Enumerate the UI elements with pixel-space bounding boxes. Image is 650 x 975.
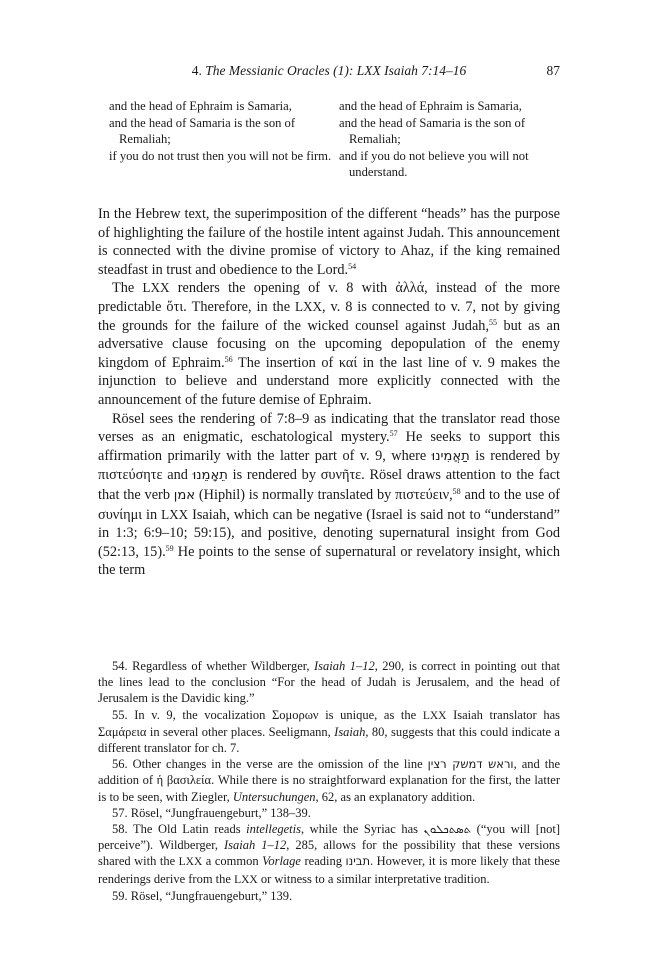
main-text xyxy=(98,205,560,580)
paragraph: In the Hebrew text, the superimposition of the different “heads” has the purpose of highlighting the failure of the hostile intent against Judah. This announcement is connected with the divine promise of victory to Ahaz, if the king remained steadfast in trust and obedience to the Lord.$^{54}$ xyxy=(98,206,560,278)
poetry-line: and the head of Samaria is the son of Remaliah; xyxy=(339,115,526,146)
poetry-line: and the head of Ephraim is Samaria, xyxy=(109,99,292,113)
poetry-columns xyxy=(109,98,569,181)
paragraph: Rösel sees the rendering of 7:8–9 as indicating that the translator read those verses as an enigmatic, eschatological mystery.$^{57}$ He seeks to support this affirmation primarily with the latter part of v. 9, where תַאֲמִינוּ is rendered by πιστεύσητε and תֵאָמֵנוּ is rendered by συνῆτε. Rösel draws attention to the fact that the verb אמן (Hiphil) is normally translated by πιστεύειν,$^{58}$ and to the use of συνίημι in LXX Isaiah, which can be negative (Israel is said not to “understand” in 1:3; 6:9–10; 59:15), and positive, denoting supernatural insight from God (52:13, 15).$^{59}$ He points to the sense of supernatural or revelatory insight, which the term xyxy=(98,410,561,579)
poetry-right-column xyxy=(339,98,569,181)
footnote-54: 54. Regardless of whether Wildberger, Isaiah 1–12, 290, is correct in pointing out that the lines lead to the conclusion “For the head of Judah is Jerusalem, and the head of Jerusalem is the Davidic king.” xyxy=(98,659,561,706)
hebrew-word: תבינו xyxy=(345,854,371,869)
paragraph: The LXX renders the opening of v. 8 with ἀλλά, instead of the more predictable ὅτι. Therefore, in the LXX, v. 8 is connected to v. 7, not by giving the grounds for the failure of the wicked counsel against Judah,$^{55}$ but as an adversative clause focusing on the upcoming depopulation of the enemy kingdom of Ephraim.$^{56}$ The insertion of καί in the last line of v. 9 makes the injunction to believe and understand more explicitly connected with the announcement of the future demise of Ephraim. xyxy=(98,280,560,408)
poetry-line: and if you do not believe you will not understand. xyxy=(339,148,529,179)
footnote-55: 55. In v. 9, the vocalization Σομορων is unique, as the LXX Isaiah translator has Σαμάρεια in several other places. Seeligmann, Isaiah, 80, suggests that this could indicate a different translator for ch. 7. xyxy=(98,707,560,756)
footnotes xyxy=(98,658,560,904)
poetry-left-column xyxy=(109,98,339,181)
syriac-word: ܬܣܬܟܠܘܢ xyxy=(423,822,472,837)
footnote-58: 58. The Old Latin reads intellegetis, while the Syriac has ܬܣܬܟܠܘܢ (“you will [not] perceive”). Wildberger, Isaiah 1–12, 285, allows for the possibility that these versions shared with the LXX a common Vorlage reading תבינו. However, it is more likely that these renderings derive from the LXX or witness to a similar interpretative tradition. xyxy=(98,822,560,886)
page-number: 87 xyxy=(546,63,560,78)
footnote-ref[interactable]: 55 xyxy=(489,317,498,327)
hebrew-word: תֵאָמֵנוּ xyxy=(192,468,228,484)
footnote-57: 57. Rösel, “Jungfrauengeburt,” 138–39. xyxy=(112,805,311,820)
footnote-56: 56. Other changes in the verse are the omission of the line וראש דמשק רצין, and the addition of ἡ βασιλεία. While there is no straightforward explanation for the first, the latter is to be seen, with Ziegler, Untersuchungen, 62, as an explanatory addition. xyxy=(98,757,560,804)
poetry-line: and the head of Ephraim is Samaria, xyxy=(339,99,522,113)
poetry-line: and the head of Samaria is the son of Remaliah; xyxy=(109,115,296,146)
footnote-ref[interactable]: 59 xyxy=(165,543,174,553)
footnote-ref[interactable]: 54 xyxy=(348,261,357,271)
poetry-line: if you do not trust then you will not be firm. xyxy=(109,148,332,163)
running-header xyxy=(98,63,560,79)
footnote-ref[interactable]: 56 xyxy=(224,354,233,364)
footnote-ref[interactable]: 57 xyxy=(389,429,398,439)
running-title: 4. The Messianic Oracles (1): LXX Isaiah 7:14–16 xyxy=(191,63,467,78)
hebrew-phrase: וראש דמשק רצין xyxy=(427,757,514,772)
hebrew-word: אמן xyxy=(173,487,196,503)
hebrew-word: תַאֲמִינוּ xyxy=(431,448,470,464)
footnote-ref[interactable]: 58 xyxy=(452,486,461,496)
footnote-59: 59. Rösel, “Jungfrauengeburt,” 139. xyxy=(112,888,293,903)
